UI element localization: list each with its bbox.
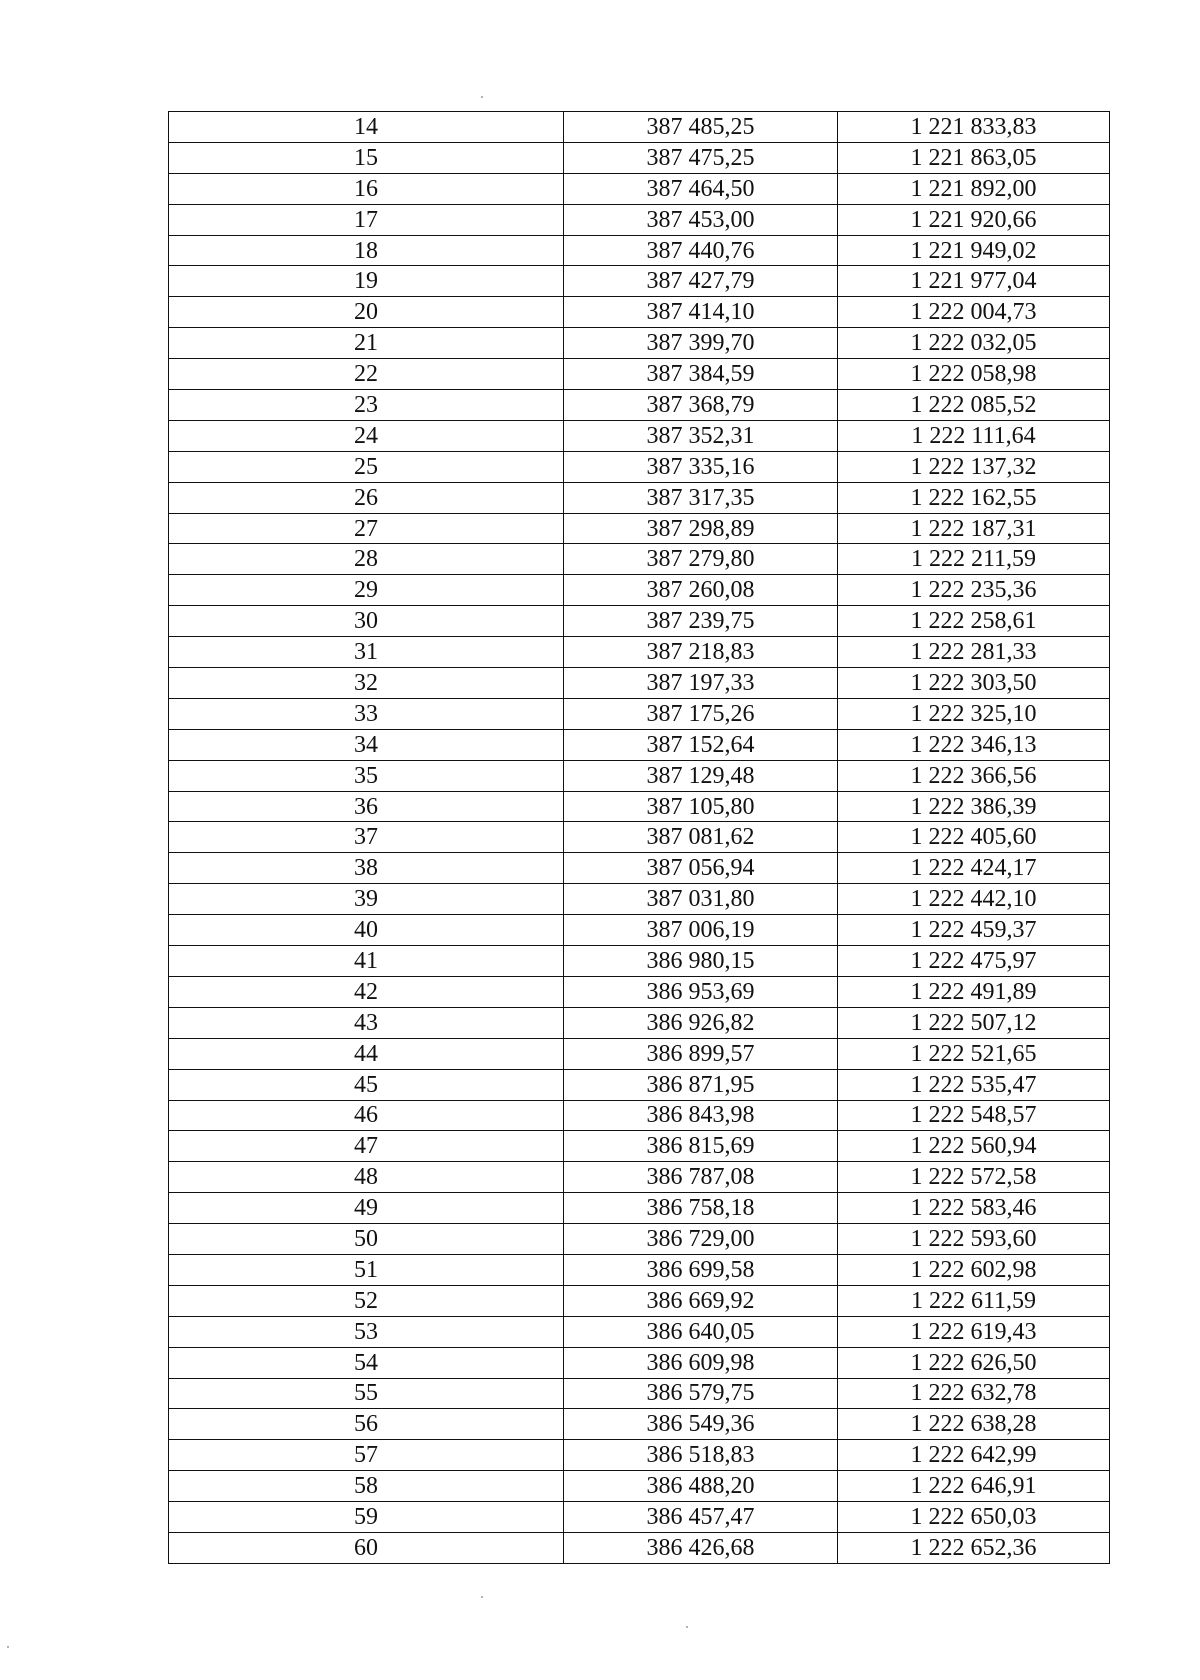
y-coordinate-cell: 1 222 642,99 (838, 1440, 1110, 1471)
table-row (169, 235, 1110, 266)
x-coordinate-cell: 387 081,62 (564, 822, 838, 853)
point-number-cell: 44 (169, 1038, 564, 1069)
scan-speck (481, 96, 483, 98)
table-row (169, 1162, 1110, 1193)
y-coordinate-cell: 1 222 281,33 (838, 637, 1110, 668)
x-coordinate-cell: 387 197,33 (564, 668, 838, 699)
table-row (169, 1100, 1110, 1131)
table-row (169, 946, 1110, 977)
x-coordinate-cell: 386 729,00 (564, 1224, 838, 1255)
point-number-cell: 52 (169, 1285, 564, 1316)
x-coordinate-cell: 387 006,19 (564, 915, 838, 946)
table-row (169, 606, 1110, 637)
table-row (169, 1285, 1110, 1316)
table-row (169, 1131, 1110, 1162)
y-coordinate-cell: 1 222 521,65 (838, 1038, 1110, 1069)
table-row (169, 668, 1110, 699)
y-coordinate-cell: 1 222 325,10 (838, 698, 1110, 729)
point-number-cell: 17 (169, 204, 564, 235)
x-coordinate-cell: 387 427,79 (564, 266, 838, 297)
table-row (169, 1409, 1110, 1440)
point-number-cell: 34 (169, 729, 564, 760)
table-row (169, 112, 1110, 143)
point-number-cell: 49 (169, 1193, 564, 1224)
x-coordinate-cell: 387 485,25 (564, 112, 838, 143)
y-coordinate-cell: 1 222 004,73 (838, 297, 1110, 328)
y-coordinate-cell: 1 221 833,83 (838, 112, 1110, 143)
point-number-cell: 19 (169, 266, 564, 297)
table-row (169, 1440, 1110, 1471)
y-coordinate-cell: 1 222 583,46 (838, 1193, 1110, 1224)
x-coordinate-cell: 386 609,98 (564, 1347, 838, 1378)
y-coordinate-cell: 1 222 646,91 (838, 1471, 1110, 1502)
table-row (169, 884, 1110, 915)
x-coordinate-cell: 387 352,31 (564, 420, 838, 451)
point-number-cell: 54 (169, 1347, 564, 1378)
point-number-cell: 50 (169, 1224, 564, 1255)
table-row (169, 1532, 1110, 1563)
table-row (169, 297, 1110, 328)
table-row (169, 1007, 1110, 1038)
point-number-cell: 58 (169, 1471, 564, 1502)
table-row (169, 853, 1110, 884)
y-coordinate-cell: 1 222 235,36 (838, 575, 1110, 606)
point-number-cell: 59 (169, 1502, 564, 1533)
x-coordinate-cell: 387 105,80 (564, 791, 838, 822)
table-row (169, 328, 1110, 359)
table-row (169, 1254, 1110, 1285)
point-number-cell: 60 (169, 1532, 564, 1563)
y-coordinate-cell: 1 221 863,05 (838, 142, 1110, 173)
table-row (169, 1069, 1110, 1100)
table-row (169, 266, 1110, 297)
y-coordinate-cell: 1 222 187,31 (838, 513, 1110, 544)
x-coordinate-cell: 386 871,95 (564, 1069, 838, 1100)
x-coordinate-cell: 386 980,15 (564, 946, 838, 977)
point-number-cell: 56 (169, 1409, 564, 1440)
y-coordinate-cell: 1 221 892,00 (838, 173, 1110, 204)
y-coordinate-cell: 1 222 560,94 (838, 1131, 1110, 1162)
x-coordinate-cell: 386 899,57 (564, 1038, 838, 1069)
y-coordinate-cell: 1 222 491,89 (838, 976, 1110, 1007)
table-row (169, 1038, 1110, 1069)
point-number-cell: 28 (169, 544, 564, 575)
x-coordinate-cell: 387 464,50 (564, 173, 838, 204)
y-coordinate-cell: 1 222 111,64 (838, 420, 1110, 451)
point-number-cell: 38 (169, 853, 564, 884)
y-coordinate-cell: 1 221 949,02 (838, 235, 1110, 266)
x-coordinate-cell: 386 549,36 (564, 1409, 838, 1440)
x-coordinate-cell: 387 440,76 (564, 235, 838, 266)
table-row (169, 1502, 1110, 1533)
y-coordinate-cell: 1 222 085,52 (838, 390, 1110, 421)
x-coordinate-cell: 386 426,68 (564, 1532, 838, 1563)
table-row (169, 451, 1110, 482)
y-coordinate-cell: 1 222 162,55 (838, 482, 1110, 513)
y-coordinate-cell: 1 222 386,39 (838, 791, 1110, 822)
table-row (169, 1224, 1110, 1255)
point-number-cell: 27 (169, 513, 564, 544)
x-coordinate-cell: 386 640,05 (564, 1316, 838, 1347)
y-coordinate-cell: 1 222 650,03 (838, 1502, 1110, 1533)
point-number-cell: 15 (169, 142, 564, 173)
table-row (169, 575, 1110, 606)
x-coordinate-cell: 386 579,75 (564, 1378, 838, 1409)
x-coordinate-cell: 387 031,80 (564, 884, 838, 915)
x-coordinate-cell: 387 279,80 (564, 544, 838, 575)
x-coordinate-cell: 386 787,08 (564, 1162, 838, 1193)
point-number-cell: 42 (169, 976, 564, 1007)
y-coordinate-cell: 1 222 638,28 (838, 1409, 1110, 1440)
point-number-cell: 16 (169, 173, 564, 204)
table-row (169, 1193, 1110, 1224)
x-coordinate-cell: 387 414,10 (564, 297, 838, 328)
point-number-cell: 29 (169, 575, 564, 606)
y-coordinate-cell: 1 222 405,60 (838, 822, 1110, 853)
scan-speck (481, 1596, 483, 1598)
y-coordinate-cell: 1 222 611,59 (838, 1285, 1110, 1316)
table-row (169, 637, 1110, 668)
table-row (169, 729, 1110, 760)
point-number-cell: 45 (169, 1069, 564, 1100)
point-number-cell: 53 (169, 1316, 564, 1347)
point-number-cell: 30 (169, 606, 564, 637)
scan-speck (686, 1626, 688, 1628)
x-coordinate-cell: 386 815,69 (564, 1131, 838, 1162)
y-coordinate-cell: 1 222 424,17 (838, 853, 1110, 884)
x-coordinate-cell: 386 488,20 (564, 1471, 838, 1502)
y-coordinate-cell: 1 222 507,12 (838, 1007, 1110, 1038)
y-coordinate-cell: 1 222 535,47 (838, 1069, 1110, 1100)
x-coordinate-cell: 386 926,82 (564, 1007, 838, 1038)
point-number-cell: 18 (169, 235, 564, 266)
x-coordinate-cell: 387 152,64 (564, 729, 838, 760)
table-row (169, 1471, 1110, 1502)
x-coordinate-cell: 387 129,48 (564, 760, 838, 791)
point-number-cell: 57 (169, 1440, 564, 1471)
point-number-cell: 25 (169, 451, 564, 482)
point-number-cell: 21 (169, 328, 564, 359)
point-number-cell: 22 (169, 359, 564, 390)
point-number-cell: 14 (169, 112, 564, 143)
x-coordinate-cell: 387 298,89 (564, 513, 838, 544)
point-number-cell: 31 (169, 637, 564, 668)
table-row (169, 698, 1110, 729)
x-coordinate-cell: 387 368,79 (564, 390, 838, 421)
y-coordinate-cell: 1 221 977,04 (838, 266, 1110, 297)
table-row (169, 915, 1110, 946)
point-number-cell: 55 (169, 1378, 564, 1409)
table-row (169, 482, 1110, 513)
x-coordinate-cell: 387 384,59 (564, 359, 838, 390)
table-row (169, 1378, 1110, 1409)
x-coordinate-cell: 387 218,83 (564, 637, 838, 668)
x-coordinate-cell: 386 758,18 (564, 1193, 838, 1224)
x-coordinate-cell: 386 843,98 (564, 1100, 838, 1131)
point-number-cell: 36 (169, 791, 564, 822)
x-coordinate-cell: 387 056,94 (564, 853, 838, 884)
x-coordinate-cell: 387 260,08 (564, 575, 838, 606)
y-coordinate-cell: 1 222 058,98 (838, 359, 1110, 390)
point-number-cell: 32 (169, 668, 564, 699)
point-number-cell: 24 (169, 420, 564, 451)
table-row (169, 791, 1110, 822)
coordinates-table-body (169, 112, 1110, 1564)
table-row (169, 760, 1110, 791)
y-coordinate-cell: 1 221 920,66 (838, 204, 1110, 235)
point-number-cell: 39 (169, 884, 564, 915)
y-coordinate-cell: 1 222 652,36 (838, 1532, 1110, 1563)
table-row (169, 390, 1110, 421)
y-coordinate-cell: 1 222 632,78 (838, 1378, 1110, 1409)
y-coordinate-cell: 1 222 442,10 (838, 884, 1110, 915)
x-coordinate-cell: 387 239,75 (564, 606, 838, 637)
y-coordinate-cell: 1 222 366,56 (838, 760, 1110, 791)
point-number-cell: 43 (169, 1007, 564, 1038)
point-number-cell: 33 (169, 698, 564, 729)
point-number-cell: 35 (169, 760, 564, 791)
y-coordinate-cell: 1 222 032,05 (838, 328, 1110, 359)
y-coordinate-cell: 1 222 593,60 (838, 1224, 1110, 1255)
x-coordinate-cell: 386 457,47 (564, 1502, 838, 1533)
table-row (169, 513, 1110, 544)
table-row (169, 822, 1110, 853)
y-coordinate-cell: 1 222 137,32 (838, 451, 1110, 482)
point-number-cell: 47 (169, 1131, 564, 1162)
x-coordinate-cell: 386 953,69 (564, 976, 838, 1007)
x-coordinate-cell: 386 518,83 (564, 1440, 838, 1471)
point-number-cell: 26 (169, 482, 564, 513)
y-coordinate-cell: 1 222 626,50 (838, 1347, 1110, 1378)
x-coordinate-cell: 387 399,70 (564, 328, 838, 359)
table-row (169, 544, 1110, 575)
table-row (169, 1347, 1110, 1378)
x-coordinate-cell: 387 475,25 (564, 142, 838, 173)
x-coordinate-cell: 387 335,16 (564, 451, 838, 482)
table-row (169, 204, 1110, 235)
point-number-cell: 41 (169, 946, 564, 977)
x-coordinate-cell: 387 317,35 (564, 482, 838, 513)
x-coordinate-cell: 386 669,92 (564, 1285, 838, 1316)
scan-speck (7, 1646, 9, 1648)
y-coordinate-cell: 1 222 211,59 (838, 544, 1110, 575)
point-number-cell: 51 (169, 1254, 564, 1285)
x-coordinate-cell: 387 453,00 (564, 204, 838, 235)
y-coordinate-cell: 1 222 303,50 (838, 668, 1110, 699)
point-number-cell: 37 (169, 822, 564, 853)
y-coordinate-cell: 1 222 572,58 (838, 1162, 1110, 1193)
y-coordinate-cell: 1 222 346,13 (838, 729, 1110, 760)
point-number-cell: 23 (169, 390, 564, 421)
y-coordinate-cell: 1 222 619,43 (838, 1316, 1110, 1347)
table-row (169, 142, 1110, 173)
y-coordinate-cell: 1 222 475,97 (838, 946, 1110, 977)
table-row (169, 1316, 1110, 1347)
y-coordinate-cell: 1 222 602,98 (838, 1254, 1110, 1285)
x-coordinate-cell: 387 175,26 (564, 698, 838, 729)
point-number-cell: 20 (169, 297, 564, 328)
x-coordinate-cell: 386 699,58 (564, 1254, 838, 1285)
y-coordinate-cell: 1 222 548,57 (838, 1100, 1110, 1131)
coordinates-table (168, 111, 1110, 1564)
table-row (169, 173, 1110, 204)
point-number-cell: 48 (169, 1162, 564, 1193)
point-number-cell: 46 (169, 1100, 564, 1131)
table-row (169, 976, 1110, 1007)
y-coordinate-cell: 1 222 258,61 (838, 606, 1110, 637)
y-coordinate-cell: 1 222 459,37 (838, 915, 1110, 946)
table-row (169, 359, 1110, 390)
table-row (169, 420, 1110, 451)
point-number-cell: 40 (169, 915, 564, 946)
